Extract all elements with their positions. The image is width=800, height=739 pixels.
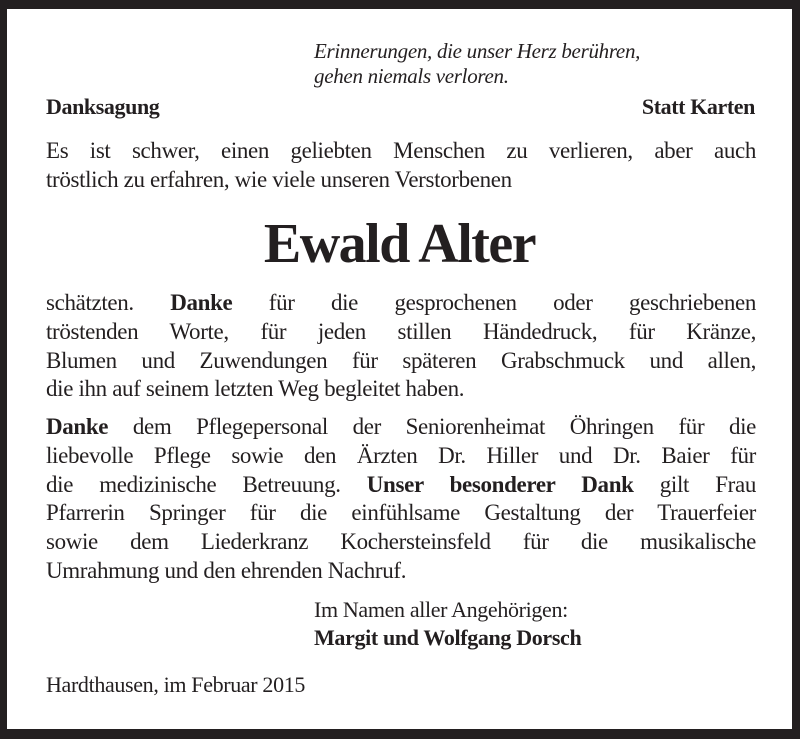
text: Es ist schwer, einen geliebten Menschen zu verlieren, aber auch [46,138,756,163]
text-line [46,347,756,376]
text: tröstlich zu erfahren, wie viele unseren Verstorbenen [46,166,512,192]
text: Umrahmung und den ehrenden Nachruf. [46,557,407,583]
text-line [46,375,756,404]
text-line [46,528,756,557]
text-line [46,413,756,442]
place-date: Hardthausen, im Februar 2015 [46,672,306,697]
text: liebevolle Pflege sowie den Ärzten Dr. Hiller und Dr. Baier für [46,442,756,468]
motto-line-1: Erinnerungen, die unser Herz berühren, [314,39,641,63]
bold-text: Danke [46,414,109,439]
text: für die gesprochenen oder geschriebenen [232,290,756,315]
intro-paragraph [46,137,756,195]
text-line [46,557,756,586]
text: schätzten. [46,290,171,315]
text-line [46,442,756,471]
care-paragraph [46,413,756,586]
text: Pfarrerin Springer für die einfühlsame Gestaltung der Trauerfeier [46,500,756,526]
text-line [46,471,756,500]
text: dem Pflegepersonal der Seniorenheimat Öhringen für die [108,414,756,439]
bold-text: Unser besonderer Dank [366,471,634,497]
bold-text: Danke [170,290,233,315]
text: die ihn auf seinem letzten Weg begleitet haben. [46,376,465,402]
text-line [46,289,756,318]
heading-danksagung: Danksagung [46,94,160,119]
deceased-name: Ewald Alter [263,213,536,275]
text-line [46,499,756,528]
text: tröstenden Worte, für jeden stillen Händedruck, für Kränze, [46,318,756,344]
text: gilt Frau [633,471,756,497]
obituary-notice [7,9,792,729]
motto-line-2: gehen niemals verloren. [314,64,509,88]
signature-names: Margit und Wolfgang Dorsch [314,625,582,650]
text: Blumen und Zuwendungen für späteren Grabschmuck und allen, [46,347,756,373]
text-line [46,166,756,195]
text: die medizinische Betreuung. [46,471,367,497]
thanks-paragraph [46,289,756,404]
text-line [46,318,756,347]
heading-statt-karten: Statt Karten [641,94,755,119]
text-line [46,137,756,166]
text: sowie dem Liederkranz Kochersteinsfeld für die musikalische [46,529,756,555]
signature-intro: Im Namen aller Angehörigen: [314,597,568,622]
